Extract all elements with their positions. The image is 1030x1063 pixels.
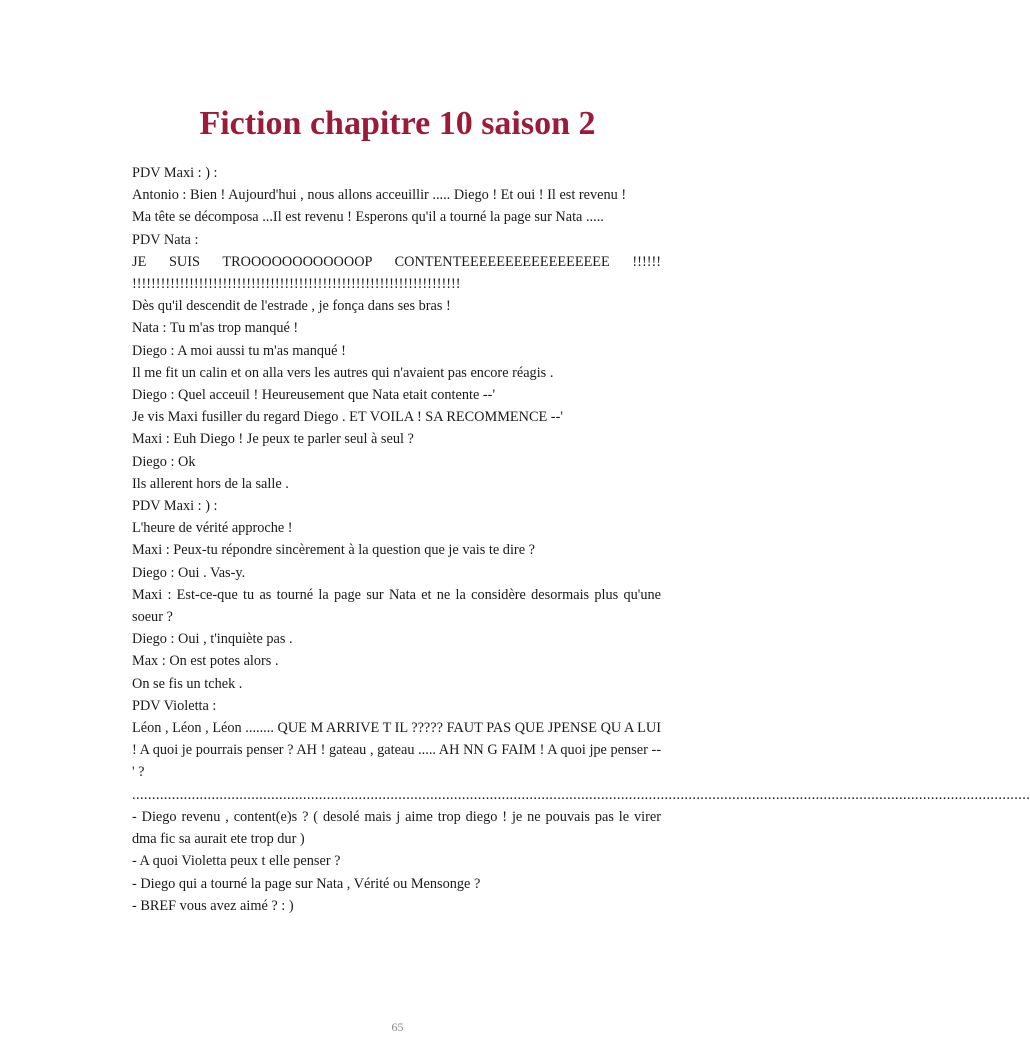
story-body	[132, 162, 1030, 917]
paragraph-19: Maxi : Est-ce-que tu as tourné la page sur Nata et ne la considère desormais plus qu'une soeur ?	[132, 586, 661, 626]
paragraph-22: On se fis un tchek .	[132, 675, 243, 692]
paragraph-2: Antonio : Bien ! Aujourd'hui , nous allons acceuillir ..... Diego ! Et oui ! Il est revenu !	[132, 187, 627, 204]
paragraph-15: PDV Maxi : ) :	[132, 498, 218, 515]
paragraph-3: Ma tête se décomposa ...Il est revenu ! Esperons qu'il a tourné la page sur Nata .....	[132, 209, 604, 226]
paragraph-16: L'heure de vérité approche !	[132, 520, 293, 537]
paragraph-5: JE SUIS TROOOOOOOOOOOOP CONTENTEEEEEEEEEEEEEEEEE !!!!!! !!!!!!!!!!!!!!!!!!!!!!!!!!!!!!!!!!!!!!!!!!!!!!!!!!!!!!!!!!!!!!!!!!!!!	[132, 253, 661, 293]
paragraph-13: Diego : Ok	[132, 453, 196, 470]
paragraph-9: Il me fit un calin et on alla vers les autres qui n'avaient pas encore réagis .	[132, 364, 554, 381]
paragraph-7: Nata : Tu m'as trop manqué !	[132, 320, 299, 337]
paragraph-24: Léon , Léon , Léon ........ QUE M ARRIVE T IL ????? FAUT PAS QUE JPENSE QU A LUI ! A quoi je pourrais penser ? AH ! gateau , gateau ..... AH NN G FAIM ! A quoi jpe penser --' ?	[132, 720, 661, 781]
paragraph-17: Maxi : Peux-tu répondre sincèrement à la question que je vais te dire ?	[132, 542, 535, 559]
dotted-separator: ..................................................................................................................................................................................................................................	[132, 786, 1030, 803]
paragraph-27: - A quoi Violetta peux t elle penser ?	[132, 853, 341, 870]
paragraph-29: - BREF vous avez aimé ? : )	[132, 897, 294, 914]
paragraph-10: Diego : Quel acceuil ! Heureusement que Nata etait contente --'	[132, 387, 496, 404]
page-title: Fiction chapitre 10 saison 2	[199, 105, 596, 142]
paragraph-21: Max : On est potes alors .	[132, 653, 279, 670]
paragraph-23: PDV Violetta :	[132, 697, 217, 714]
paragraph-11: Je vis Maxi fusiller du regard Diego . ET VOILA ! SA RECOMMENCE --'	[132, 409, 563, 426]
paragraph-8: Diego : A moi aussi tu m'as manqué !	[132, 342, 346, 359]
paragraph-1: PDV Maxi : ) :	[132, 165, 218, 181]
paragraph-18: Diego : Oui . Vas-y.	[132, 564, 246, 581]
paragraph-28: - Diego qui a tourné la page sur Nata , Vérité ou Mensonge ?	[132, 875, 481, 892]
paragraph-26: - Diego revenu , content(e)s ? ( desolé mais j aime trop diego ! je ne pouvais pas le virer dma fic sa aurait ete trop dur )	[132, 808, 661, 848]
paragraph-6: Dès qu'il descendit de l'estrade , je fonça dans ses bras !	[132, 298, 451, 315]
page-number: 65	[391, 1020, 404, 1034]
paragraph-4: PDV Nata :	[132, 231, 199, 248]
paragraph-14: Ils allerent hors de la salle .	[132, 475, 289, 492]
paragraph-20: Diego : Oui , t'inquiète pas .	[132, 631, 293, 648]
paragraph-12: Maxi : Euh Diego ! Je peux te parler seul à seul ?	[132, 431, 414, 448]
